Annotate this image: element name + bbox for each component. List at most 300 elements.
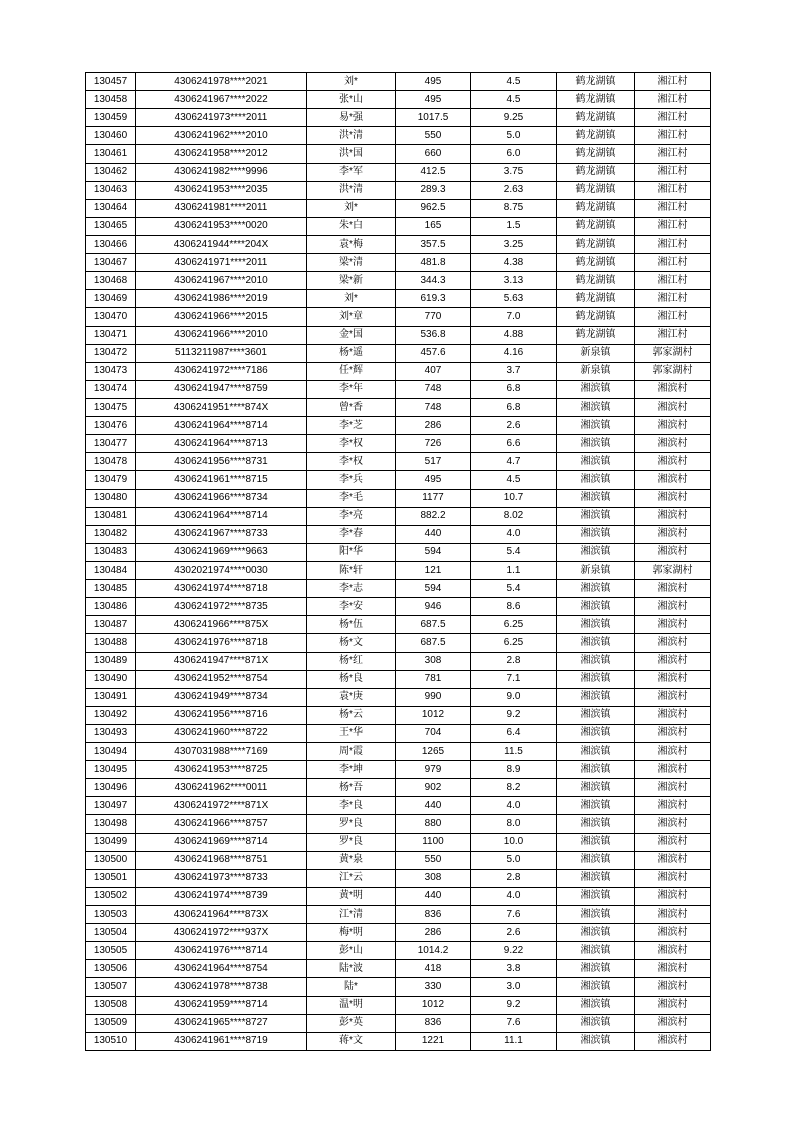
cell-town: 新泉镇 bbox=[557, 362, 635, 380]
cell-serial-number: 130472 bbox=[86, 344, 136, 362]
cell-serial-number: 130486 bbox=[86, 598, 136, 616]
cell-town: 湘滨镇 bbox=[557, 743, 635, 761]
cell-amount: 440 bbox=[396, 525, 471, 543]
cell-amount: 990 bbox=[396, 688, 471, 706]
cell-name: 朱*白 bbox=[307, 217, 396, 235]
cell-amount: 481.8 bbox=[396, 254, 471, 272]
cell-amount: 418 bbox=[396, 960, 471, 978]
table-row bbox=[86, 996, 711, 1014]
cell-serial-number: 130459 bbox=[86, 109, 136, 127]
cell-serial-number: 130494 bbox=[86, 743, 136, 761]
cell-serial-number: 130465 bbox=[86, 217, 136, 235]
cell-id-card-number: 4306241976****8718 bbox=[136, 634, 307, 652]
cell-village: 湘滨村 bbox=[635, 761, 711, 779]
cell-town: 湘滨镇 bbox=[557, 1032, 635, 1050]
cell-quantity: 6.8 bbox=[471, 380, 557, 398]
cell-amount: 286 bbox=[396, 417, 471, 435]
cell-town: 湘滨镇 bbox=[557, 634, 635, 652]
cell-name: 洪*清 bbox=[307, 127, 396, 145]
cell-quantity: 4.88 bbox=[471, 326, 557, 344]
cell-village: 湘滨村 bbox=[635, 652, 711, 670]
cell-id-card-number: 4302021974****0030 bbox=[136, 561, 307, 579]
table-row bbox=[86, 109, 711, 127]
cell-amount: 440 bbox=[396, 887, 471, 905]
cell-town: 湘滨镇 bbox=[557, 887, 635, 905]
cell-id-card-number: 4306241966****2010 bbox=[136, 326, 307, 344]
table-row bbox=[86, 779, 711, 797]
cell-serial-number: 130466 bbox=[86, 235, 136, 253]
cell-serial-number: 130491 bbox=[86, 688, 136, 706]
table-row bbox=[86, 960, 711, 978]
cell-town: 湘滨镇 bbox=[557, 833, 635, 851]
cell-id-card-number: 4306241951****874X bbox=[136, 398, 307, 416]
cell-amount: 726 bbox=[396, 435, 471, 453]
cell-quantity: 4.7 bbox=[471, 453, 557, 471]
cell-town: 湘滨镇 bbox=[557, 670, 635, 688]
cell-quantity: 10.0 bbox=[471, 833, 557, 851]
cell-quantity: 6.8 bbox=[471, 398, 557, 416]
cell-id-card-number: 4306241962****0011 bbox=[136, 779, 307, 797]
cell-amount: 619.3 bbox=[396, 290, 471, 308]
cell-name: 彭*山 bbox=[307, 942, 396, 960]
cell-quantity: 5.4 bbox=[471, 543, 557, 561]
cell-town: 湘滨镇 bbox=[557, 417, 635, 435]
cell-amount: 594 bbox=[396, 543, 471, 561]
table-row bbox=[86, 471, 711, 489]
cell-serial-number: 130495 bbox=[86, 761, 136, 779]
cell-town: 湘滨镇 bbox=[557, 779, 635, 797]
cell-quantity: 5.63 bbox=[471, 290, 557, 308]
cell-serial-number: 130506 bbox=[86, 960, 136, 978]
cell-quantity: 3.7 bbox=[471, 362, 557, 380]
cell-village: 湘滨村 bbox=[635, 435, 711, 453]
cell-name: 刘*章 bbox=[307, 308, 396, 326]
cell-amount: 687.5 bbox=[396, 616, 471, 634]
cell-quantity: 8.2 bbox=[471, 779, 557, 797]
table-row bbox=[86, 272, 711, 290]
cell-town: 湘滨镇 bbox=[557, 924, 635, 942]
cell-town: 湘滨镇 bbox=[557, 453, 635, 471]
cell-serial-number: 130481 bbox=[86, 507, 136, 525]
cell-serial-number: 130498 bbox=[86, 815, 136, 833]
cell-id-card-number: 4306241965****8727 bbox=[136, 1014, 307, 1032]
cell-amount: 121 bbox=[396, 561, 471, 579]
cell-id-card-number: 4306241958****2012 bbox=[136, 145, 307, 163]
cell-name: 袁*庚 bbox=[307, 688, 396, 706]
cell-village: 湘滨村 bbox=[635, 489, 711, 507]
cell-id-card-number: 4306241981****2011 bbox=[136, 199, 307, 217]
cell-amount: 902 bbox=[396, 779, 471, 797]
cell-serial-number: 130499 bbox=[86, 833, 136, 851]
table-row bbox=[86, 598, 711, 616]
cell-quantity: 11.1 bbox=[471, 1032, 557, 1050]
cell-id-card-number: 4306241964****8714 bbox=[136, 507, 307, 525]
cell-name: 曾*香 bbox=[307, 398, 396, 416]
cell-quantity: 7.0 bbox=[471, 308, 557, 326]
cell-quantity: 4.5 bbox=[471, 471, 557, 489]
table-row bbox=[86, 398, 711, 416]
cell-amount: 289.3 bbox=[396, 181, 471, 199]
cell-id-card-number: 4306241966****8734 bbox=[136, 489, 307, 507]
cell-village: 湘滨村 bbox=[635, 1014, 711, 1032]
cell-village: 湘滨村 bbox=[635, 797, 711, 815]
cell-town: 湘滨镇 bbox=[557, 598, 635, 616]
cell-name: 罗*良 bbox=[307, 833, 396, 851]
cell-serial-number: 130493 bbox=[86, 724, 136, 742]
cell-village: 湘滨村 bbox=[635, 417, 711, 435]
cell-quantity: 4.5 bbox=[471, 73, 557, 91]
table-row bbox=[86, 743, 711, 761]
table-row bbox=[86, 688, 711, 706]
cell-name: 李*毛 bbox=[307, 489, 396, 507]
table-row bbox=[86, 761, 711, 779]
cell-name: 李*兵 bbox=[307, 471, 396, 489]
table-row bbox=[86, 815, 711, 833]
cell-quantity: 2.8 bbox=[471, 869, 557, 887]
cell-town: 湘滨镇 bbox=[557, 489, 635, 507]
cell-id-card-number: 4306241982****9996 bbox=[136, 163, 307, 181]
cell-village: 湘江村 bbox=[635, 326, 711, 344]
cell-serial-number: 130507 bbox=[86, 978, 136, 996]
cell-id-card-number: 4307031988****7169 bbox=[136, 743, 307, 761]
cell-amount: 165 bbox=[396, 217, 471, 235]
cell-name: 温*明 bbox=[307, 996, 396, 1014]
cell-quantity: 9.2 bbox=[471, 706, 557, 724]
table-row bbox=[86, 887, 711, 905]
cell-id-card-number: 4306241953****8725 bbox=[136, 761, 307, 779]
cell-village: 湘滨村 bbox=[635, 779, 711, 797]
cell-serial-number: 130467 bbox=[86, 254, 136, 272]
cell-id-card-number: 4306241986****2019 bbox=[136, 290, 307, 308]
cell-name: 李*亮 bbox=[307, 507, 396, 525]
table-row bbox=[86, 670, 711, 688]
cell-name: 李*权 bbox=[307, 435, 396, 453]
cell-serial-number: 130482 bbox=[86, 525, 136, 543]
table-row bbox=[86, 326, 711, 344]
cell-name: 李*芝 bbox=[307, 417, 396, 435]
cell-id-card-number: 4306241972****8735 bbox=[136, 598, 307, 616]
cell-name: 阳*华 bbox=[307, 543, 396, 561]
cell-village: 湘滨村 bbox=[635, 507, 711, 525]
cell-town: 鹤龙湖镇 bbox=[557, 73, 635, 91]
table-row bbox=[86, 561, 711, 579]
cell-serial-number: 130468 bbox=[86, 272, 136, 290]
cell-village: 湘滨村 bbox=[635, 924, 711, 942]
cell-village: 湘江村 bbox=[635, 145, 711, 163]
cell-village: 湘滨村 bbox=[635, 1032, 711, 1050]
cell-quantity: 7.1 bbox=[471, 670, 557, 688]
cell-quantity: 4.0 bbox=[471, 525, 557, 543]
cell-village: 湘滨村 bbox=[635, 580, 711, 598]
cell-serial-number: 130487 bbox=[86, 616, 136, 634]
records-table bbox=[85, 72, 711, 1051]
cell-village: 湘滨村 bbox=[635, 942, 711, 960]
cell-id-card-number: 4306241959****8714 bbox=[136, 996, 307, 1014]
cell-amount: 440 bbox=[396, 797, 471, 815]
cell-amount: 550 bbox=[396, 851, 471, 869]
cell-amount: 308 bbox=[396, 652, 471, 670]
cell-quantity: 4.5 bbox=[471, 91, 557, 109]
cell-village: 湘江村 bbox=[635, 217, 711, 235]
cell-quantity: 8.9 bbox=[471, 761, 557, 779]
cell-id-card-number: 4306241961****8715 bbox=[136, 471, 307, 489]
cell-quantity: 9.22 bbox=[471, 942, 557, 960]
table-row bbox=[86, 199, 711, 217]
cell-serial-number: 130497 bbox=[86, 797, 136, 815]
cell-name: 江*云 bbox=[307, 869, 396, 887]
cell-name: 梁*新 bbox=[307, 272, 396, 290]
cell-serial-number: 130473 bbox=[86, 362, 136, 380]
cell-amount: 1177 bbox=[396, 489, 471, 507]
cell-town: 湘滨镇 bbox=[557, 906, 635, 924]
cell-village: 湘江村 bbox=[635, 163, 711, 181]
cell-quantity: 6.25 bbox=[471, 616, 557, 634]
cell-quantity: 4.38 bbox=[471, 254, 557, 272]
cell-town: 湘滨镇 bbox=[557, 851, 635, 869]
cell-amount: 407 bbox=[396, 362, 471, 380]
cell-id-card-number: 4306241964****8714 bbox=[136, 417, 307, 435]
cell-quantity: 2.6 bbox=[471, 924, 557, 942]
table-row bbox=[86, 652, 711, 670]
table-row bbox=[86, 851, 711, 869]
table-row bbox=[86, 634, 711, 652]
table-row bbox=[86, 978, 711, 996]
cell-quantity: 6.25 bbox=[471, 634, 557, 652]
cell-id-card-number: 4306241947****871X bbox=[136, 652, 307, 670]
table-row bbox=[86, 1014, 711, 1032]
cell-name: 杨*云 bbox=[307, 706, 396, 724]
cell-town: 湘滨镇 bbox=[557, 797, 635, 815]
cell-amount: 1017.5 bbox=[396, 109, 471, 127]
table-row bbox=[86, 308, 711, 326]
cell-town: 湘滨镇 bbox=[557, 652, 635, 670]
cell-quantity: 4.0 bbox=[471, 887, 557, 905]
table-row bbox=[86, 543, 711, 561]
cell-id-card-number: 4306241971****2011 bbox=[136, 254, 307, 272]
cell-town: 鹤龙湖镇 bbox=[557, 199, 635, 217]
cell-quantity: 6.4 bbox=[471, 724, 557, 742]
cell-town: 湘滨镇 bbox=[557, 380, 635, 398]
cell-name: 李*良 bbox=[307, 797, 396, 815]
table-row bbox=[86, 73, 711, 91]
cell-name: 罗*良 bbox=[307, 815, 396, 833]
cell-id-card-number: 4306241953****2035 bbox=[136, 181, 307, 199]
cell-serial-number: 130489 bbox=[86, 652, 136, 670]
cell-amount: 770 bbox=[396, 308, 471, 326]
cell-name: 金*国 bbox=[307, 326, 396, 344]
cell-village: 湘滨村 bbox=[635, 688, 711, 706]
cell-town: 鹤龙湖镇 bbox=[557, 145, 635, 163]
cell-id-card-number: 4306241966****8757 bbox=[136, 815, 307, 833]
cell-village: 湘滨村 bbox=[635, 996, 711, 1014]
cell-amount: 308 bbox=[396, 869, 471, 887]
cell-town: 鹤龙湖镇 bbox=[557, 163, 635, 181]
cell-quantity: 9.0 bbox=[471, 688, 557, 706]
cell-name: 李*志 bbox=[307, 580, 396, 598]
cell-id-card-number: 4306241962****2010 bbox=[136, 127, 307, 145]
cell-quantity: 5.0 bbox=[471, 127, 557, 145]
table-row bbox=[86, 724, 711, 742]
cell-quantity: 5.0 bbox=[471, 851, 557, 869]
cell-amount: 962.5 bbox=[396, 199, 471, 217]
cell-name: 洪*国 bbox=[307, 145, 396, 163]
cell-town: 湘滨镇 bbox=[557, 978, 635, 996]
cell-village: 湘滨村 bbox=[635, 543, 711, 561]
cell-name: 杨*文 bbox=[307, 634, 396, 652]
cell-amount: 748 bbox=[396, 398, 471, 416]
cell-village: 湘江村 bbox=[635, 290, 711, 308]
table-row bbox=[86, 580, 711, 598]
cell-quantity: 10.7 bbox=[471, 489, 557, 507]
table-row bbox=[86, 833, 711, 851]
cell-village: 湘滨村 bbox=[635, 743, 711, 761]
cell-id-card-number: 4306241966****2015 bbox=[136, 308, 307, 326]
table-row bbox=[86, 380, 711, 398]
table-row bbox=[86, 489, 711, 507]
cell-serial-number: 130457 bbox=[86, 73, 136, 91]
cell-village: 湘江村 bbox=[635, 127, 711, 145]
cell-quantity: 2.8 bbox=[471, 652, 557, 670]
cell-town: 湘滨镇 bbox=[557, 1014, 635, 1032]
cell-town: 鹤龙湖镇 bbox=[557, 109, 635, 127]
cell-serial-number: 130478 bbox=[86, 453, 136, 471]
cell-serial-number: 130508 bbox=[86, 996, 136, 1014]
cell-quantity: 3.8 bbox=[471, 960, 557, 978]
table-row bbox=[86, 616, 711, 634]
cell-name: 陆* bbox=[307, 978, 396, 996]
cell-amount: 357.5 bbox=[396, 235, 471, 253]
cell-id-card-number: 4306241956****8731 bbox=[136, 453, 307, 471]
cell-serial-number: 130510 bbox=[86, 1032, 136, 1050]
cell-amount: 748 bbox=[396, 380, 471, 398]
cell-serial-number: 130462 bbox=[86, 163, 136, 181]
cell-name: 易*强 bbox=[307, 109, 396, 127]
cell-quantity: 6.6 bbox=[471, 435, 557, 453]
cell-amount: 781 bbox=[396, 670, 471, 688]
cell-amount: 660 bbox=[396, 145, 471, 163]
cell-amount: 836 bbox=[396, 906, 471, 924]
cell-village: 湘滨村 bbox=[635, 525, 711, 543]
cell-id-card-number: 4306241968****8751 bbox=[136, 851, 307, 869]
table-row bbox=[86, 163, 711, 181]
cell-village: 湘滨村 bbox=[635, 960, 711, 978]
cell-village: 湘江村 bbox=[635, 235, 711, 253]
cell-village: 湘滨村 bbox=[635, 978, 711, 996]
cell-amount: 1014.2 bbox=[396, 942, 471, 960]
cell-name: 任*辉 bbox=[307, 362, 396, 380]
cell-id-card-number: 4306241972****871X bbox=[136, 797, 307, 815]
cell-id-card-number: 4306241947****8759 bbox=[136, 380, 307, 398]
cell-town: 鹤龙湖镇 bbox=[557, 290, 635, 308]
cell-town: 湘滨镇 bbox=[557, 398, 635, 416]
cell-name: 陆*波 bbox=[307, 960, 396, 978]
cell-name: 刘* bbox=[307, 290, 396, 308]
cell-village: 湘江村 bbox=[635, 308, 711, 326]
table-row bbox=[86, 507, 711, 525]
cell-id-card-number: 4306241944****204X bbox=[136, 235, 307, 253]
cell-serial-number: 130490 bbox=[86, 670, 136, 688]
cell-amount: 594 bbox=[396, 580, 471, 598]
cell-serial-number: 130484 bbox=[86, 561, 136, 579]
cell-name: 李*年 bbox=[307, 380, 396, 398]
cell-amount: 836 bbox=[396, 1014, 471, 1032]
cell-town: 鹤龙湖镇 bbox=[557, 127, 635, 145]
cell-name: 周*霞 bbox=[307, 743, 396, 761]
cell-town: 湘滨镇 bbox=[557, 869, 635, 887]
cell-town: 湘滨镇 bbox=[557, 724, 635, 742]
cell-name: 黄*泉 bbox=[307, 851, 396, 869]
table-row bbox=[86, 145, 711, 163]
cell-amount: 1265 bbox=[396, 743, 471, 761]
cell-town: 湘滨镇 bbox=[557, 471, 635, 489]
cell-amount: 1100 bbox=[396, 833, 471, 851]
cell-village: 湘滨村 bbox=[635, 598, 711, 616]
cell-town: 鹤龙湖镇 bbox=[557, 181, 635, 199]
cell-name: 杨*良 bbox=[307, 670, 396, 688]
cell-serial-number: 130483 bbox=[86, 543, 136, 561]
cell-id-card-number: 4306241969****9663 bbox=[136, 543, 307, 561]
cell-village: 郭家湖村 bbox=[635, 561, 711, 579]
table-row bbox=[86, 435, 711, 453]
cell-amount: 880 bbox=[396, 815, 471, 833]
cell-name: 袁*梅 bbox=[307, 235, 396, 253]
cell-serial-number: 130488 bbox=[86, 634, 136, 652]
cell-town: 湘滨镇 bbox=[557, 815, 635, 833]
cell-town: 新泉镇 bbox=[557, 561, 635, 579]
cell-village: 郭家湖村 bbox=[635, 344, 711, 362]
cell-name: 刘* bbox=[307, 73, 396, 91]
cell-village: 湘滨村 bbox=[635, 398, 711, 416]
cell-quantity: 8.6 bbox=[471, 598, 557, 616]
cell-quantity: 8.75 bbox=[471, 199, 557, 217]
cell-village: 湘江村 bbox=[635, 254, 711, 272]
cell-town: 湘滨镇 bbox=[557, 942, 635, 960]
cell-id-card-number: 4306241964****8713 bbox=[136, 435, 307, 453]
cell-id-card-number: 4306241972****7186 bbox=[136, 362, 307, 380]
cell-town: 湘滨镇 bbox=[557, 996, 635, 1014]
cell-village: 湘江村 bbox=[635, 91, 711, 109]
cell-amount: 286 bbox=[396, 924, 471, 942]
cell-serial-number: 130474 bbox=[86, 380, 136, 398]
cell-name: 蒋*文 bbox=[307, 1032, 396, 1050]
cell-village: 湘滨村 bbox=[635, 471, 711, 489]
cell-id-card-number: 4306241967****8733 bbox=[136, 525, 307, 543]
cell-town: 鹤龙湖镇 bbox=[557, 235, 635, 253]
cell-id-card-number: 4306241956****8716 bbox=[136, 706, 307, 724]
table-row bbox=[86, 869, 711, 887]
cell-serial-number: 130509 bbox=[86, 1014, 136, 1032]
cell-amount: 457.6 bbox=[396, 344, 471, 362]
cell-amount: 704 bbox=[396, 724, 471, 742]
cell-village: 湘滨村 bbox=[635, 616, 711, 634]
cell-serial-number: 130470 bbox=[86, 308, 136, 326]
cell-id-card-number: 5113211987****3601 bbox=[136, 344, 307, 362]
cell-village: 湘滨村 bbox=[635, 851, 711, 869]
cell-serial-number: 130500 bbox=[86, 851, 136, 869]
cell-village: 湘江村 bbox=[635, 73, 711, 91]
cell-name: 李*安 bbox=[307, 598, 396, 616]
cell-id-card-number: 4306241964****8754 bbox=[136, 960, 307, 978]
cell-amount: 517 bbox=[396, 453, 471, 471]
cell-quantity: 3.13 bbox=[471, 272, 557, 290]
cell-serial-number: 130504 bbox=[86, 924, 136, 942]
table-row bbox=[86, 290, 711, 308]
cell-quantity: 9.25 bbox=[471, 109, 557, 127]
cell-town: 湘滨镇 bbox=[557, 960, 635, 978]
cell-id-card-number: 4306241976****8714 bbox=[136, 942, 307, 960]
cell-town: 湘滨镇 bbox=[557, 507, 635, 525]
cell-name: 李*坤 bbox=[307, 761, 396, 779]
